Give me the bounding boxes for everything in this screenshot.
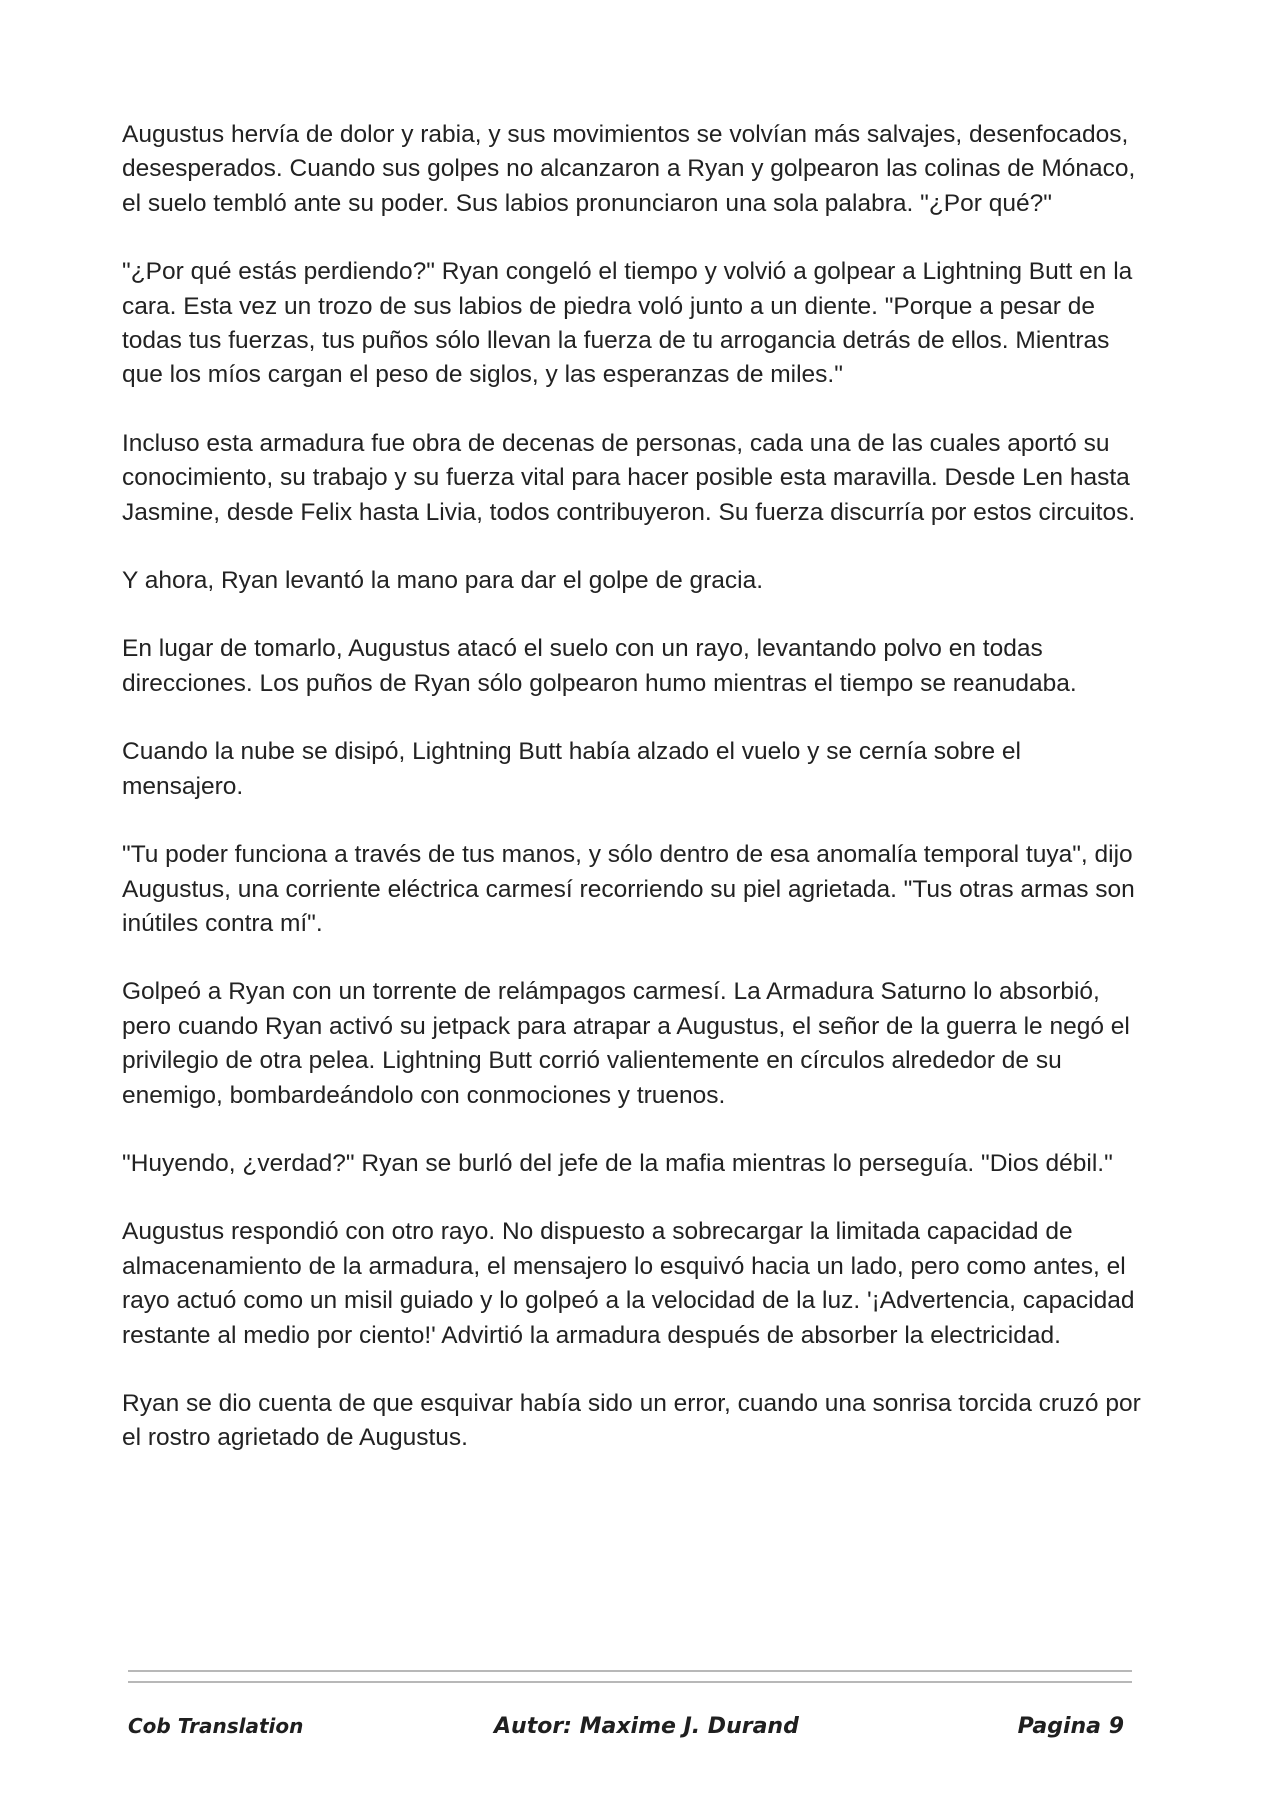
paragraph: Cuando la nube se disipó, Lightning Butt había alzado el vuelo y se cernía sobre el mensajero. <box>122 738 1021 800</box>
paragraph: Incluso esta armadura fue obra de decenas de personas, cada una de las cuales aportó su conocimiento, su trabajo y su fuerza vital para hacer posible esta maravilla. Desde Len hasta Jasmine, desde Felix hasta Livia, todos contribuyeron. Su fuerza discurría por estos circuitos. <box>122 429 1136 526</box>
paragraph: "¿Por qué estás perdiendo?" Ryan congeló el tiempo y volvió a golpear a Lightning Butt en la cara. Esta vez un trozo de sus labios de piedra voló junto a un diente. "Porque a pesar de todas tus fuerzas, tus puños sólo llevan la fuerza de tu arrogancia detrás de ellos. Mientras que los míos cargan el peso de siglos, y las esperanzas de miles." <box>122 258 1133 389</box>
footer-divider-top <box>128 1670 1132 1672</box>
paragraph: Augustus respondió con otro rayo. No dispuesto a sobrecargar la limitada capacidad de almacenamiento de la armadura, el mensajero lo esquivó hacia un lado, pero como antes, el rayo actuó como un misil guiado y lo golpeó a la velocidad de la luz. '¡Advertencia, capacidad restante al medio por ciento!' Advirtió la armadura después de absorber la electricidad. <box>122 1218 1135 1349</box>
footer-divider-bottom <box>128 1681 1132 1683</box>
footer-page-number: Pagina 9 <box>1017 1714 1124 1739</box>
paragraph: "Huyendo, ¿verdad?" Ryan se burló del jefe de la mafia mientras lo perseguía. "Dios débil." <box>122 1149 1113 1177</box>
page-footer <box>128 1714 1124 1748</box>
footer-author: Autor: Maxime J. Durand <box>494 1714 799 1739</box>
footer-translator: Cob Translation <box>128 1714 304 1738</box>
paragraph: Augustus hervía de dolor y rabia, y sus movimientos se volvían más salvajes, desenfocados, desesperados. Cuando sus golpes no alcanzaron a Ryan y golpearon las colinas de Mónaco, el suelo tembló ante su poder. Sus labios pronunciaron una sola palabra. "¿Por qué?" <box>122 121 1136 217</box>
paragraph: Golpeó a Ryan con un torrente de relámpagos carmesí. La Armadura Saturno lo absorbió, pero cuando Ryan activó su jetpack para atrapar a Augustus, el señor de la guerra le negó el privilegio de otra pelea. Lightning Butt corrió valientemente en círculos alrededor de su enemigo, bombardeándolo con conmociones y truenos. <box>122 978 1130 1109</box>
paragraph: Y ahora, Ryan levantó la mano para dar el golpe de gracia. <box>122 567 764 595</box>
paragraph: Ryan se dio cuenta de que esquivar había sido un error, cuando una sonrisa torcida cruzó por el rostro agrietado de Augustus. <box>122 1389 1141 1452</box>
paragraph: En lugar de tomarlo, Augustus atacó el suelo con un rayo, levantando polvo en todas direcciones. Los puños de Ryan sólo golpearon humo mientras el tiempo se reanudaba. <box>122 635 1077 697</box>
body-text <box>122 118 1142 1490</box>
paragraph: "Tu poder funciona a través de tus manos, y sólo dentro de esa anomalía temporal tuya", dijo Augustus, una corriente eléctrica carmesí recorriendo su piel agrietada. "Tus otras armas son inútiles contra mí". <box>122 841 1135 937</box>
